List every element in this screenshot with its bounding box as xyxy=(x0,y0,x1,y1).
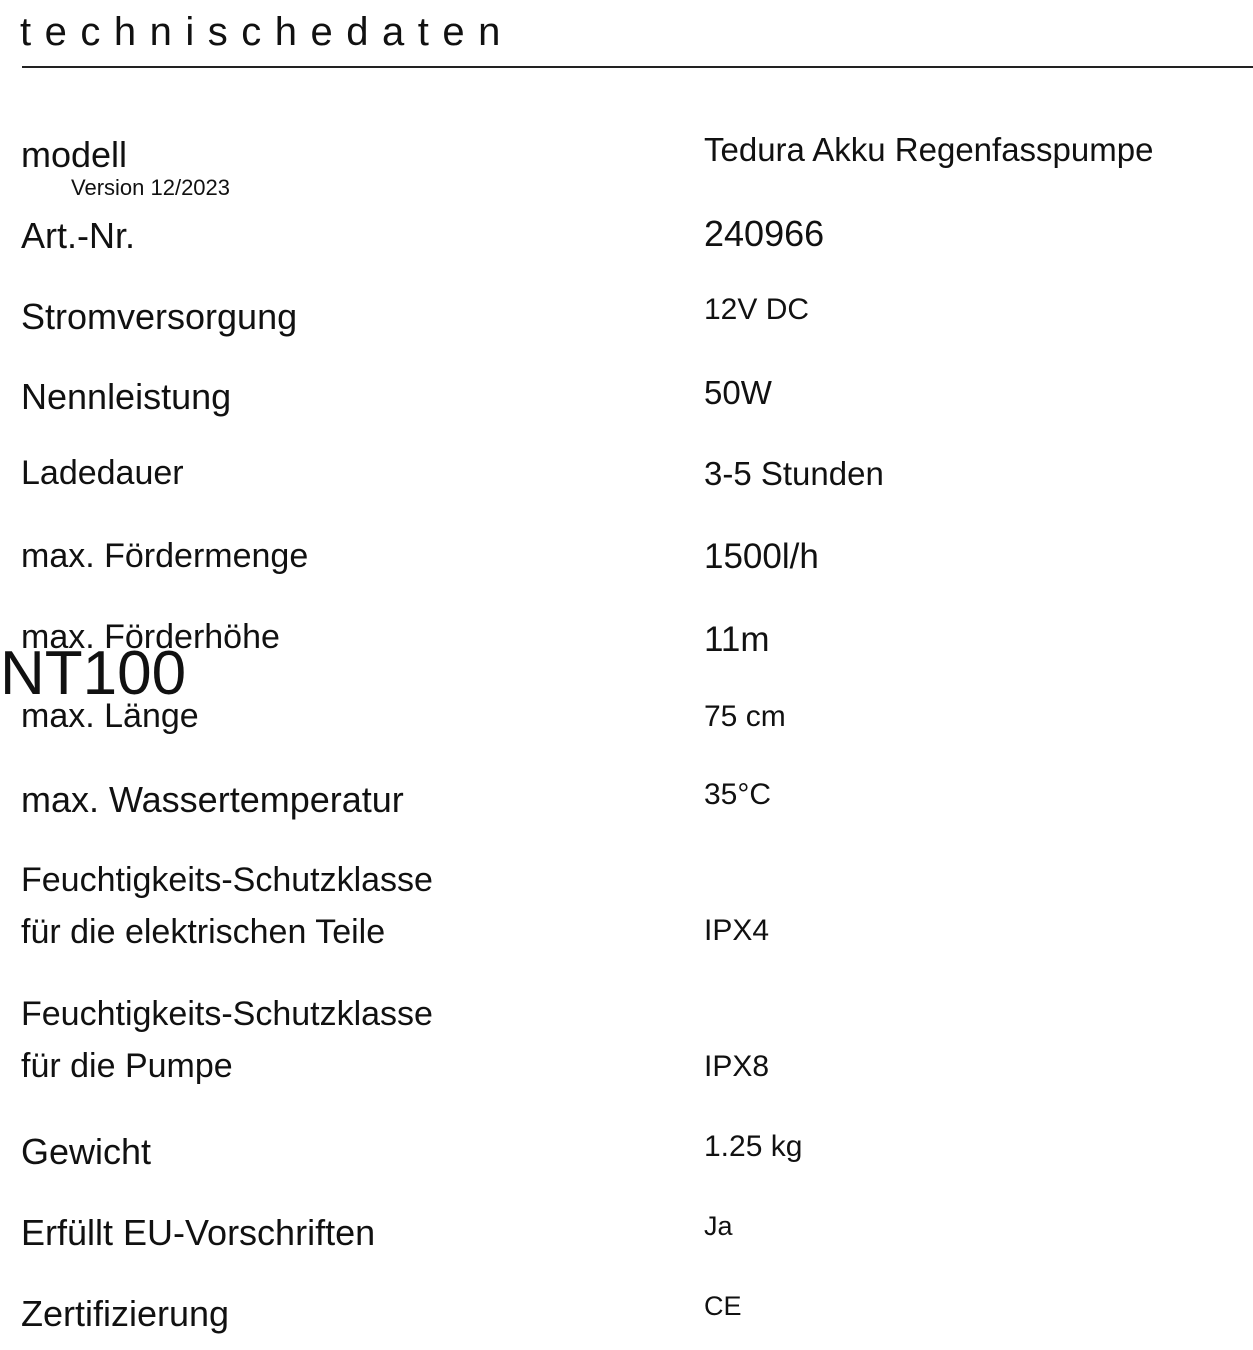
spec-label-max-water-temperature: max. Wassertemperatur xyxy=(21,779,404,820)
spec-label-eu-compliance: Erfüllt EU-Vorschriften xyxy=(21,1212,376,1253)
spec-value-rated-power: 50W xyxy=(704,374,772,411)
spec-label-article-number: Art.-Nr. xyxy=(21,215,135,256)
spec-label-charging-time: Ladedauer xyxy=(21,454,184,492)
spec-label-ip-electrical xyxy=(21,854,433,958)
heading-divider xyxy=(22,66,1253,68)
model-code-overlay: NT100 xyxy=(0,639,187,708)
spec-value-eu-compliance: Ja xyxy=(704,1211,733,1241)
spec-value-certification: CE xyxy=(704,1291,742,1321)
spec-label-ip-pump-line1: Feuchtigkeits-Schutzklasse xyxy=(21,995,433,1033)
spec-value-charging-time: 3-5 Stunden xyxy=(704,455,884,492)
spec-value-model: Tedura Akku Regenfasspumpe xyxy=(704,131,1154,168)
spec-label-ip-electrical-line2: für die elektrischen Teile xyxy=(21,913,386,951)
spec-value-max-flow-rate: 1500l/h xyxy=(704,537,819,576)
spec-value-power-supply: 12V DC xyxy=(704,293,810,326)
spec-label-weight: Gewicht xyxy=(21,1131,152,1172)
page-heading: technischedaten xyxy=(20,10,514,54)
spec-value-max-length: 75 cm xyxy=(704,700,786,733)
version-note: Version 12/2023 xyxy=(71,175,231,200)
spec-label-power-supply: Stromversorgung xyxy=(21,296,298,337)
spec-value-ip-pump: IPX8 xyxy=(704,1050,770,1083)
spec-value-weight: 1.25 kg xyxy=(704,1130,803,1163)
spec-value-article-number: 240966 xyxy=(704,213,825,254)
spec-label-max-head: max. Förderhöhe xyxy=(21,618,280,656)
spec-label-ip-pump xyxy=(21,988,433,1092)
spec-value-max-water-temperature: 35°C xyxy=(704,778,772,811)
spec-label-max-length: max. Länge xyxy=(21,697,199,735)
spec-label-rated-power: Nennleistung xyxy=(21,376,232,417)
spec-label-ip-electrical-line1: Feuchtigkeits-Schutzklasse xyxy=(21,861,433,899)
spec-label-certification: Zertifizierung xyxy=(21,1293,230,1334)
spec-label-ip-pump-line2: für die Pumpe xyxy=(21,1047,233,1085)
spec-value-ip-electrical: IPX4 xyxy=(704,914,770,947)
spec-value-max-head: 11m xyxy=(704,620,770,659)
spec-label-model: modell xyxy=(21,134,128,175)
spec-label-max-flow-rate: max. Fördermenge xyxy=(21,537,309,575)
